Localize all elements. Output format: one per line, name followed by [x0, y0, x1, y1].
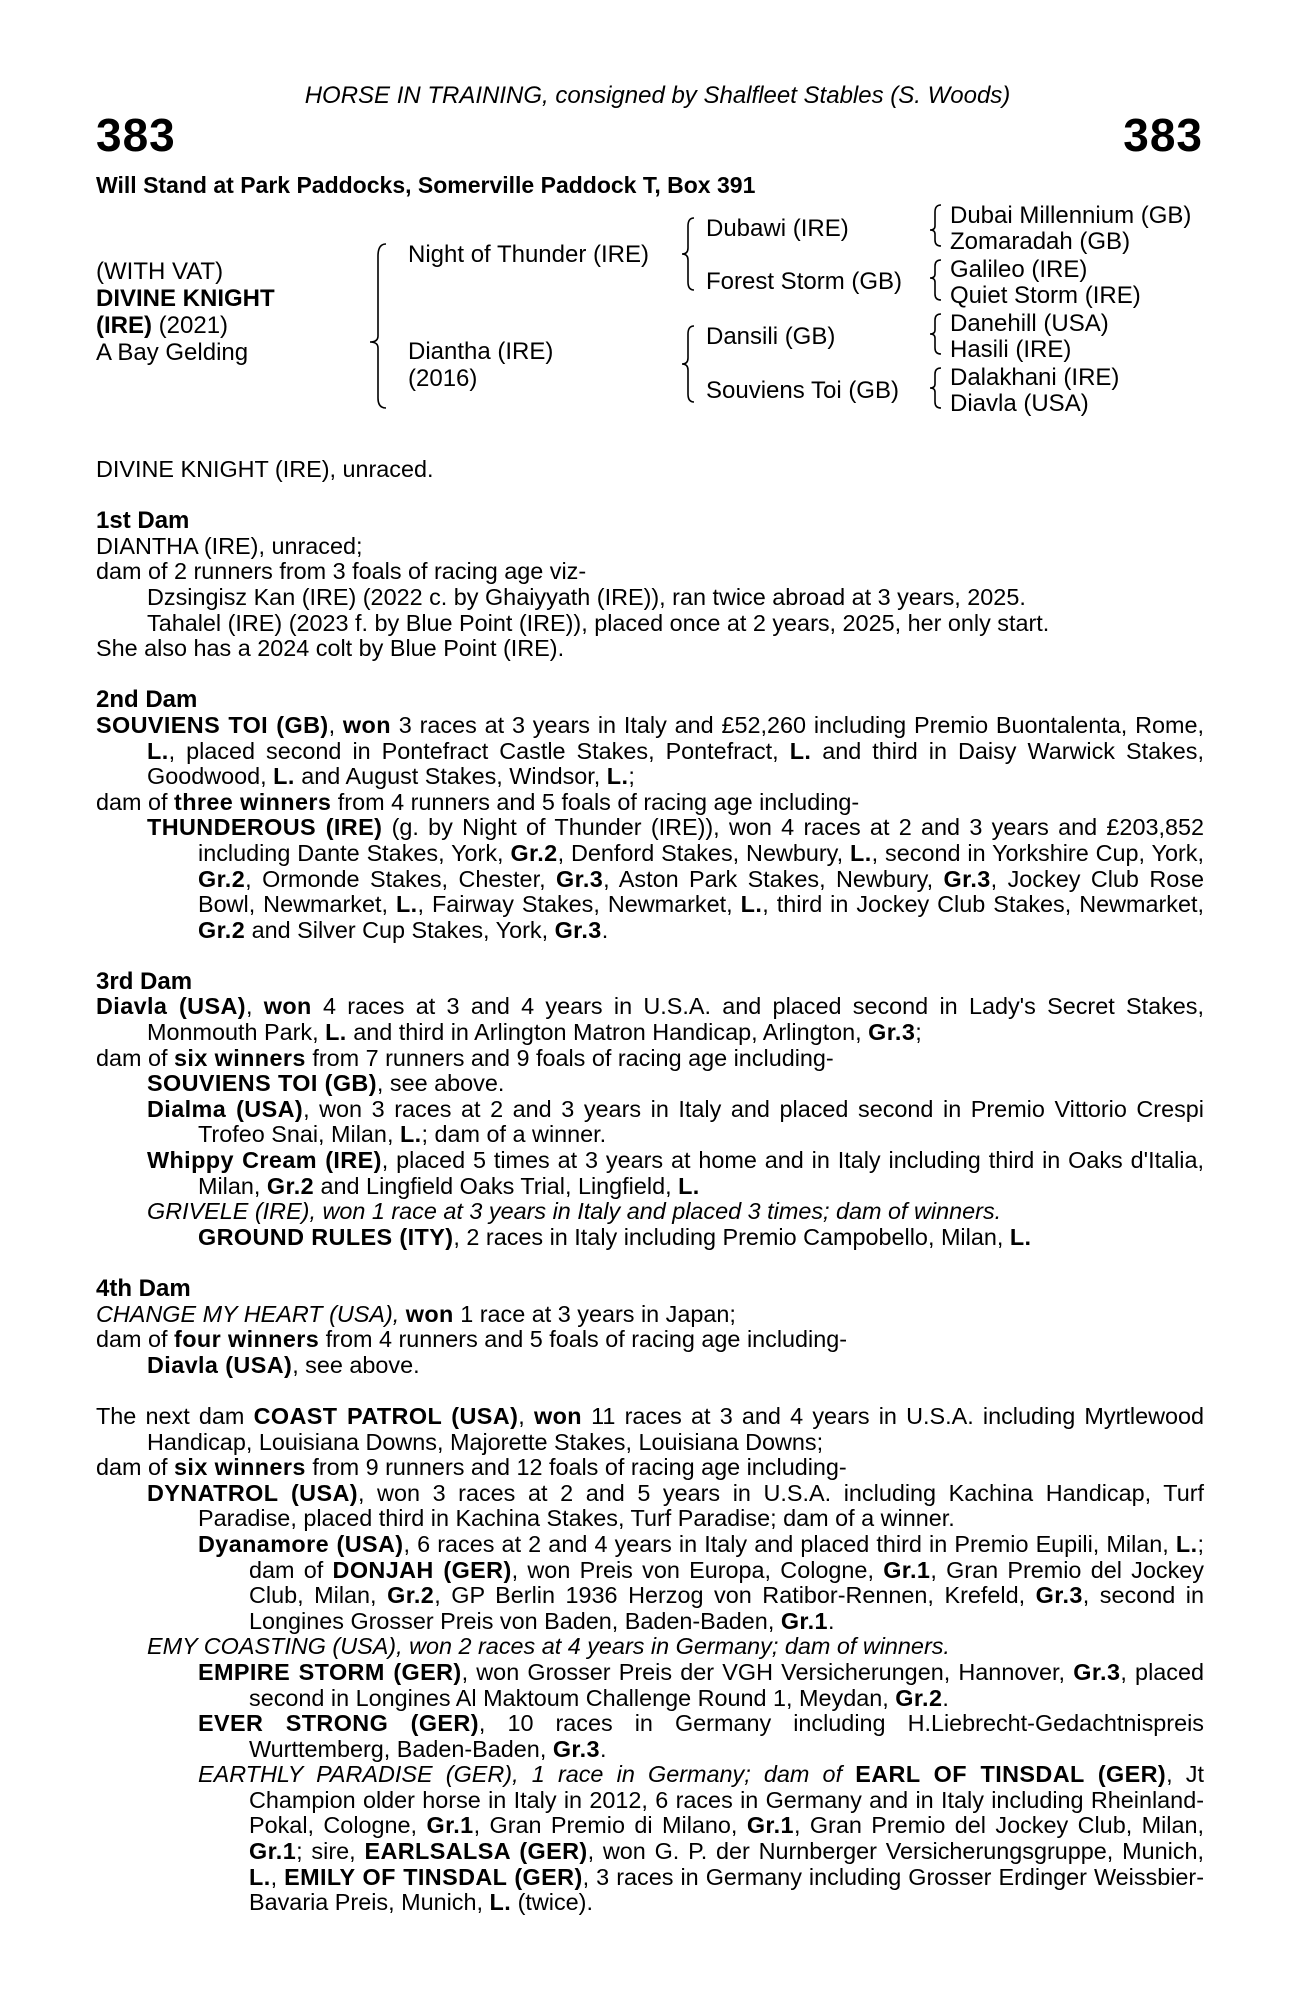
record-text: , placed second in Longines Al Maktoum Challenge Round 1, Meydan, [249, 1658, 1204, 1711]
record-text: , won Grosser Preis der VGH Versicherungen, Hannover, [461, 1658, 1074, 1685]
listed-mark: L. [1175, 1530, 1198, 1557]
horse-country: (IRE) [96, 312, 152, 339]
horse-name: Dialma (USA) [147, 1095, 304, 1122]
record-text: , second in Longines Grosser Preis von Baden, Baden-Baden, [249, 1582, 1204, 1634]
record-text: , see above. [376, 1070, 505, 1097]
record-text: ; [915, 1019, 922, 1046]
grade-mark: Gr.1 [746, 1812, 794, 1839]
won-label: won [342, 711, 391, 738]
record-text: , 2 races in Italy including Premio Campobello, Milan, [453, 1223, 1010, 1250]
third-dam-grandproduce-1 [96, 1225, 1204, 1251]
record-text: , Jockey Club Rose Bowl, Newmarket, [198, 865, 1204, 918]
record-text: , Gran Premio del Jockey Club, Milan, [793, 1812, 1204, 1839]
grade-mark: Gr.1 [883, 1556, 931, 1583]
bracket-main [370, 244, 386, 408]
third-dam-heading: 3rd Dam [96, 967, 193, 995]
record-text: , Gran Premio del Jockey Club, Milan, [249, 1556, 1204, 1609]
grade-mark: Gr.3 [556, 865, 604, 892]
horse-name: GROUND RULES (ITY) [198, 1223, 454, 1250]
third-dam-produce-4 [96, 1199, 1204, 1225]
horse-name: SOUVIENS TOI (GB) [147, 1070, 377, 1097]
record-text: and Silver Cup Stakes, York, [245, 916, 555, 943]
record-text: . [599, 1735, 607, 1762]
record-text: dam of [96, 1454, 175, 1481]
record-text: , 10 races in Germany including H.Liebrecht-Gedachtnispreis Wurttemberg, Baden-Baden, [249, 1710, 1204, 1762]
horse-name: EMY COASTING (USA) [147, 1633, 397, 1660]
record-text: and third in Daisy Warwick Stakes, Goodwood, [147, 737, 1204, 790]
next-dam-grandproduce-3 [96, 1711, 1204, 1762]
next-dam-produce-1 [96, 1481, 1204, 1532]
horse-name: EMILY OF TINSDAL (GER) [284, 1863, 583, 1890]
winners-count: four winners [174, 1326, 320, 1353]
horse-name: THUNDEROUS (IRE) [147, 814, 383, 841]
record-text: dam of [96, 1044, 175, 1071]
record-text: . [942, 1684, 949, 1711]
record-text: 4 races at 3 and 4 years in U.S.A. and placed second in Lady's Secret Stakes, Monmouth Park, [147, 993, 1204, 1046]
first-dam-heading: 1st Dam [96, 507, 190, 535]
grade-mark: Gr.3 [1035, 1582, 1083, 1609]
ped-dds: Dalakhani (IRE) [950, 364, 1120, 391]
record-text: , GP Berlin 1936 Herzog von Ratibor-Rennen, Krefeld, [434, 1582, 1036, 1609]
record-text: , Jt Champion older horse in Italy in 2012, 6 races in Germany and in Italy including Rheinland-Pokal, Cologne, [249, 1761, 1204, 1839]
ped-dam-dam: Souviens Toi (GB) [706, 377, 899, 404]
separator: , [518, 1402, 534, 1429]
lot-number-right: 383 [1123, 109, 1203, 161]
grade-mark: Gr.2 [198, 865, 246, 892]
second-dam-produce-thunderous [96, 815, 1204, 943]
ped-dam-year: (2016) [408, 365, 478, 392]
record-text: . [601, 916, 609, 943]
record-text: , placed 5 times at 3 years at home and in Italy including third in Oaks d'Italia, Milan, [198, 1147, 1205, 1199]
ped-sdd: Quiet Storm (IRE) [950, 282, 1141, 309]
record-text: , 1 race in Germany; dam of [512, 1761, 856, 1788]
record-text: , third in Jockey Club Stakes, Newmarket, [762, 891, 1204, 918]
grade-mark: Gr.2 [198, 916, 246, 943]
first-dam-produce2: Tahalel (IRE) (2023 f. by Blue Point (IRE)), placed once at 2 years, 2025, her only start. [147, 609, 1050, 636]
listed-mark: L. [147, 737, 169, 764]
separator: , [392, 1300, 406, 1327]
grade-mark: Gr.2 [387, 1582, 435, 1609]
horse-name: DIVINE KNIGHT [96, 285, 275, 312]
next-dam-produce-summary [96, 1455, 1204, 1481]
ped-sire-sire: Dubawi (IRE) [706, 215, 849, 242]
first-dam-line2: dam of 2 runners from 3 foals of racing age viz- [96, 558, 587, 585]
horse-description: A Bay Gelding [96, 339, 249, 366]
horse-name: COAST PATROL (USA) [253, 1402, 519, 1429]
second-dam-produce-summary [96, 790, 1204, 816]
lot-number-left: 383 [96, 109, 176, 161]
horse-name: EVER STRONG (GER) [198, 1710, 479, 1737]
horse-name: SOUVIENS TOI (GB) [96, 711, 329, 738]
ped-sire-dam: Forest Storm (GB) [706, 268, 903, 295]
vat-note: (WITH VAT) [96, 258, 224, 285]
record-text: , Ormonde Stakes, Chester, [245, 865, 557, 892]
grade-mark: Gr.3 [1073, 1658, 1121, 1685]
grade-mark: Gr.2 [895, 1684, 943, 1711]
ped-dsd: Hasili (IRE) [950, 336, 1072, 363]
record-text: (twice). [511, 1889, 593, 1916]
grade-mark: Gr.3 [943, 865, 991, 892]
record-text: , Fairway Stakes, Newmarket, [417, 891, 741, 918]
fourth-dam-produce-1 [96, 1353, 1204, 1379]
next-dam-produce-2 [96, 1634, 1204, 1660]
horse-name: DYNATROL (USA) [147, 1479, 358, 1506]
record-text: ; dam of [249, 1530, 1205, 1583]
record-text: , second in Yorkshire Cup, York, [871, 839, 1204, 866]
grade-mark: Gr.1 [780, 1607, 828, 1634]
record-text: ; dam of a winner. [421, 1121, 607, 1148]
ped-dss: Danehill (USA) [950, 310, 1109, 337]
listed-mark: L. [740, 891, 763, 918]
record-text: , won G. P. der Nurnberger Versicherungsgruppe, Munich, [587, 1838, 1204, 1865]
next-dam-grandproduce-1 [96, 1532, 1204, 1634]
ped-sss: Dubai Millennium (GB) [950, 202, 1192, 229]
winners-count: six winners [174, 1454, 306, 1481]
won-label: won [263, 993, 312, 1020]
record-text: The next dam [96, 1402, 254, 1429]
third-dam-produce-1 [96, 1071, 1204, 1097]
record-text: (g. by Night of Thunder (IRE)), won 4 races at 2 and 3 years and £203,852 including Dante Stakes, York, [198, 814, 1204, 866]
record-text: , see above. [292, 1351, 420, 1378]
fourth-dam-record [96, 1302, 1204, 1328]
listed-mark: L. [678, 1172, 700, 1199]
horse-name: EARLSALSA (GER) [364, 1838, 588, 1865]
horse-year: (2021) [152, 312, 229, 339]
record-text: ; sire, [296, 1838, 365, 1865]
bracket-ds [930, 314, 941, 354]
grade-mark: Gr.3 [868, 1019, 916, 1046]
record-text: , placed second in Pontefract Castle Stakes, Pontefract, [168, 737, 790, 764]
record-text: , won Preis von Europa, Cologne, [511, 1556, 884, 1583]
horse-name: GRIVELE (IRE) [147, 1198, 310, 1225]
fourth-dam-produce-summary [96, 1327, 1204, 1353]
record-text: from 9 runners and 12 foals of racing age including- [305, 1454, 847, 1481]
ped-ddd: Diavla (USA) [950, 390, 1089, 417]
listed-mark: L. [325, 1019, 347, 1046]
ped-sds: Galileo (IRE) [950, 256, 1088, 283]
first-dam-line1: DIANTHA (IRE), unraced; [96, 532, 363, 559]
third-dam-produce-2 [96, 1097, 1204, 1148]
horse-name: CHANGE MY HEART (USA) [96, 1300, 393, 1327]
record-text: and third in Arlington Matron Handicap, Arlington, [346, 1019, 869, 1046]
horse-name: Diavla (USA) [96, 993, 246, 1020]
bracket-sire [682, 218, 694, 290]
record-text: from 7 runners and 9 foals of racing age including- [305, 1044, 834, 1071]
next-dam-record [96, 1404, 1204, 1455]
record-text: , 6 races at 2 and 4 years in Italy and placed third in Premio Eupili, Milan, [403, 1530, 1176, 1557]
consignment-line: HORSE IN TRAINING, consigned by Shalfleet Stables (S. Woods) [304, 82, 1011, 109]
first-dam-line5: She also has a 2024 colt by Blue Point (IRE). [96, 635, 565, 662]
listed-mark: L. [399, 1121, 422, 1148]
third-dam-produce-3 [96, 1148, 1204, 1199]
horse-name: Dyanamore (USA) [198, 1530, 404, 1557]
record-text: , Aston Park Stakes, Newbury, [603, 865, 944, 892]
listed-mark: L. [850, 839, 872, 866]
bracket-dd [930, 368, 941, 408]
record-text: . [827, 1607, 835, 1634]
record-text: , 3 races in Germany including Grosser Erdinger Weissbier-Bavaria Preis, Munich, [249, 1863, 1204, 1916]
record-text: , Gran Premio di Milano, [473, 1812, 747, 1839]
winners-count: three winners [174, 788, 332, 815]
horse-name: Diavla (USA) [147, 1351, 293, 1378]
listed-mark: L. [273, 763, 295, 790]
record-text: dam of [96, 1326, 175, 1353]
next-dam-grandproduce-4 [96, 1762, 1204, 1916]
second-dam-record: SOUVIENS TOI (GB), won 3 races at 3 years in Italy and £52,260 including Premio Buontalenta, Rome, L., placed second in Pontefract Castle Stakes, Pontefract, L. and third in Daisy Warwick Stakes, Goodwood, L. and August Stakes, Windsor, L.; [96, 711, 1205, 790]
grade-mark: Gr.2 [266, 1172, 315, 1199]
ped-sire: Night of Thunder (IRE) [408, 241, 649, 268]
grade-mark: Gr.2 [510, 839, 558, 866]
horse-name: EMPIRE STORM (GER) [198, 1658, 462, 1685]
record-text: , won 3 races at 2 and 3 years in Italy and placed second in Premio Vittorio Crespi Trofeo Snai, Milan, [198, 1095, 1205, 1148]
intro-line: DIVINE KNIGHT (IRE), unraced. [96, 456, 434, 482]
won-label: won [533, 1402, 582, 1429]
listed-mark: L. [249, 1863, 271, 1890]
third-dam-produce-summary [96, 1046, 1204, 1072]
winners-count: six winners [174, 1044, 306, 1071]
grade-mark: Gr.1 [249, 1838, 297, 1865]
bracket-sd [930, 260, 941, 300]
grade-mark: Gr.1 [426, 1812, 474, 1839]
listed-mark: L. [789, 737, 812, 764]
record-text: dam of [96, 788, 175, 815]
first-dam-produce1: Dzsingisz Kan (IRE) (2022 c. by Ghaiyyath (IRE)), ran twice abroad at 3 years, 2025. [147, 583, 1026, 610]
record-text: , won 3 races at 2 and 5 years in U.S.A. including Kachina Handicap, Turf Paradise, placed third in Kachina Stakes, Turf Paradise; dam of a winner. [198, 1479, 1205, 1532]
horse-name: Whippy Cream (IRE) [147, 1147, 382, 1174]
bracket-dam [682, 326, 694, 402]
fourth-dam-heading: 4th Dam [96, 1275, 191, 1302]
ped-dam: Diantha (IRE) [408, 338, 554, 365]
horse-name: DONJAH (GER) [332, 1556, 512, 1583]
won-label: won [405, 1300, 454, 1327]
record-text: , Denford Stakes, Newbury, [557, 839, 851, 866]
record-text: from 4 runners and 5 foals of racing age including- [331, 788, 860, 815]
third-dam-record: Diavla (USA), won 4 races at 3 and 4 years in U.S.A. and placed second in Lady's Secret Stakes, Monmouth Park, L. and third in Arlington Matron Handicap, Arlington, Gr.3; [96, 993, 1204, 1046]
listed-mark: L. [489, 1889, 512, 1916]
record-text: , [270, 1863, 285, 1890]
bracket-ss [930, 205, 941, 246]
record-text: 1 race at 3 years in Japan; [453, 1300, 736, 1327]
record-text: , won 2 races at 4 years in Germany; dam of winners. [396, 1633, 950, 1660]
record-text: ; [628, 763, 635, 790]
grade-mark: Gr.3 [554, 916, 602, 943]
stand-location: Will Stand at Park Paddocks, Somerville Paddock T, Box 391 [96, 172, 756, 198]
record-text: 11 races at 3 and 4 years in U.S.A. including Myrtlewood Handicap, Louisiana Downs, Majorette Stakes, Louisiana Downs; [147, 1402, 1204, 1455]
record-text: and Lingfield Oaks Trial, Lingfield, [314, 1172, 679, 1199]
listed-mark: L. [395, 891, 418, 918]
ped-dam-sire: Dansili (GB) [706, 323, 836, 350]
grade-mark: Gr.3 [552, 1735, 600, 1762]
record-text: 3 races at 3 years in Italy and £52,260 including Premio Buontalenta, Rome, [390, 711, 1205, 738]
horse-name: EARL OF TINSDAL (GER) [855, 1761, 1167, 1788]
horse-name: EARTHLY PARADISE (GER) [198, 1761, 513, 1788]
record-text: from 4 runners and 5 foals of racing age including- [319, 1326, 848, 1353]
listed-mark: L. [1009, 1223, 1032, 1250]
second-dam-heading: 2nd Dam [96, 686, 198, 714]
catalogue-body [96, 457, 1204, 1916]
record-text: , won 1 race at 3 years in Italy and placed 3 times; dam of winners. [309, 1198, 1002, 1225]
listed-mark: L. [606, 763, 629, 790]
record-text: and August Stakes, Windsor, [294, 763, 607, 790]
ped-ssd: Zomaradah (GB) [950, 228, 1131, 255]
next-dam-grandproduce-2 [96, 1660, 1204, 1711]
